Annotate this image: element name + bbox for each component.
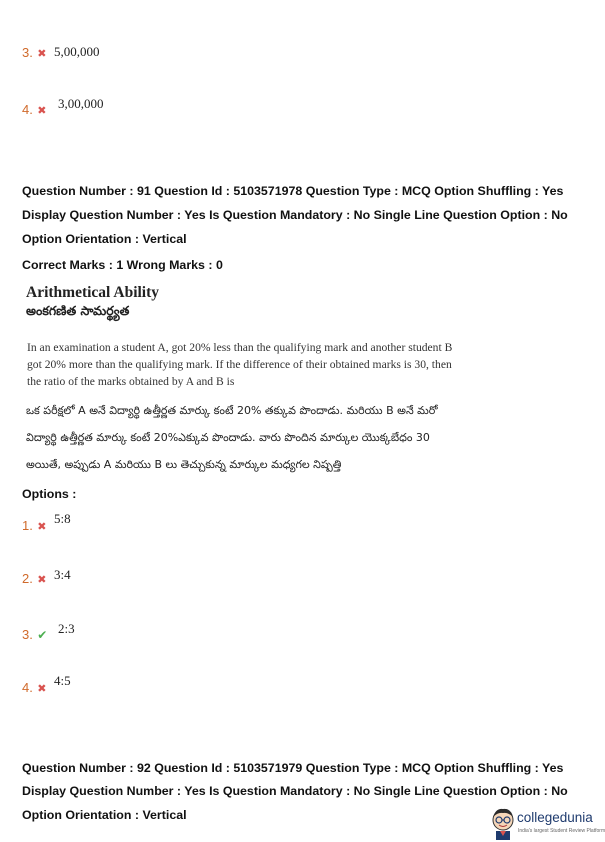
option-2	[22, 570, 47, 588]
option-value: 3,00,000	[58, 96, 104, 111]
q92-meta-line-2: Display Question Number : Yes Is Question Mandatory : No Single Line Question Option : No	[22, 784, 568, 798]
option-number: 4.	[22, 680, 33, 695]
q92-meta-line-1: Question Number : 92 Question Id : 5103571979 Question Type : MCQ Option Shuffling : Yes	[22, 761, 564, 775]
q91-meta-line-1: Question Number : 91 Question Id : 5103571978 Question Type : MCQ Option Shuffling : Yes	[22, 184, 564, 198]
option-3	[22, 626, 47, 644]
option-value: 2:3	[58, 621, 75, 636]
option-1	[22, 517, 47, 535]
section-title-te: అంకగణిత సామర్థ్యత	[26, 303, 130, 318]
option-4	[22, 679, 47, 697]
wrong-mark-icon: ✖	[37, 574, 47, 586]
check-mark-icon: ✔	[37, 628, 48, 642]
option-number: 2.	[22, 571, 33, 586]
option-number: 3.	[22, 627, 33, 642]
q91-meta-line-3: Option Orientation : Vertical	[22, 232, 187, 246]
prev-option-4	[22, 101, 47, 119]
question-text-en: In an examination a student A, got 20% less than the qualifying mark and another student B got 20% more than the qualifying mark. If the difference of their obtained marks is 30, then the ratio of the marks obtained by A and B is	[27, 341, 453, 388]
q91-meta-line-2: Display Question Number : Yes Is Question Mandatory : No Single Line Question Option : No	[22, 208, 568, 222]
logo-tagline: India's largest Student Review Platform	[518, 828, 605, 834]
question-text-te-1: ఒక పరీక్షలో A అనే విద్యార్థి ఉత్తీర్ణత మార్కు కంటే 20% తక్కువ పొందాడు. మరియు B అనే మరో	[26, 404, 438, 417]
wrong-mark-icon: ✖	[37, 683, 47, 695]
q92-meta-line-3: Option Orientation : Vertical	[22, 808, 187, 822]
option-value: 3:4	[54, 567, 71, 582]
option-number: 1.	[22, 518, 33, 533]
option-value: 5,00,000	[54, 44, 100, 59]
question-text-te-3: అయితే, అప్పుడు A మరియు B లు తెచ్చుకున్న మార్కుల మధ్యగల నిష్పత్తి	[26, 458, 342, 471]
wrong-mark-icon: ✖	[37, 105, 47, 117]
option-number: 4.	[22, 102, 33, 117]
q91-marks: Correct Marks : 1 Wrong Marks : 0	[22, 258, 223, 272]
option-value: 5:8	[54, 511, 71, 526]
mascot-icon	[490, 806, 516, 840]
wrong-mark-icon: ✖	[37, 48, 47, 60]
option-value: 4:5	[54, 673, 71, 688]
section-title-en: Arithmetical Ability	[26, 284, 160, 301]
question-text-te-2: విద్యార్థి ఉత్తీర్ణత మార్కు కంటే 20%ఎక్కువ పొందాడు. వారు పొందిన మార్కుల యొక్కబేధం 30	[26, 431, 430, 444]
collegedunia-logo	[490, 806, 605, 840]
wrong-mark-icon: ✖	[37, 521, 47, 533]
prev-option-3	[22, 44, 47, 62]
logo-name: collegedunia	[517, 810, 593, 825]
options-label: Options :	[22, 487, 77, 501]
option-number: 3.	[22, 45, 33, 60]
